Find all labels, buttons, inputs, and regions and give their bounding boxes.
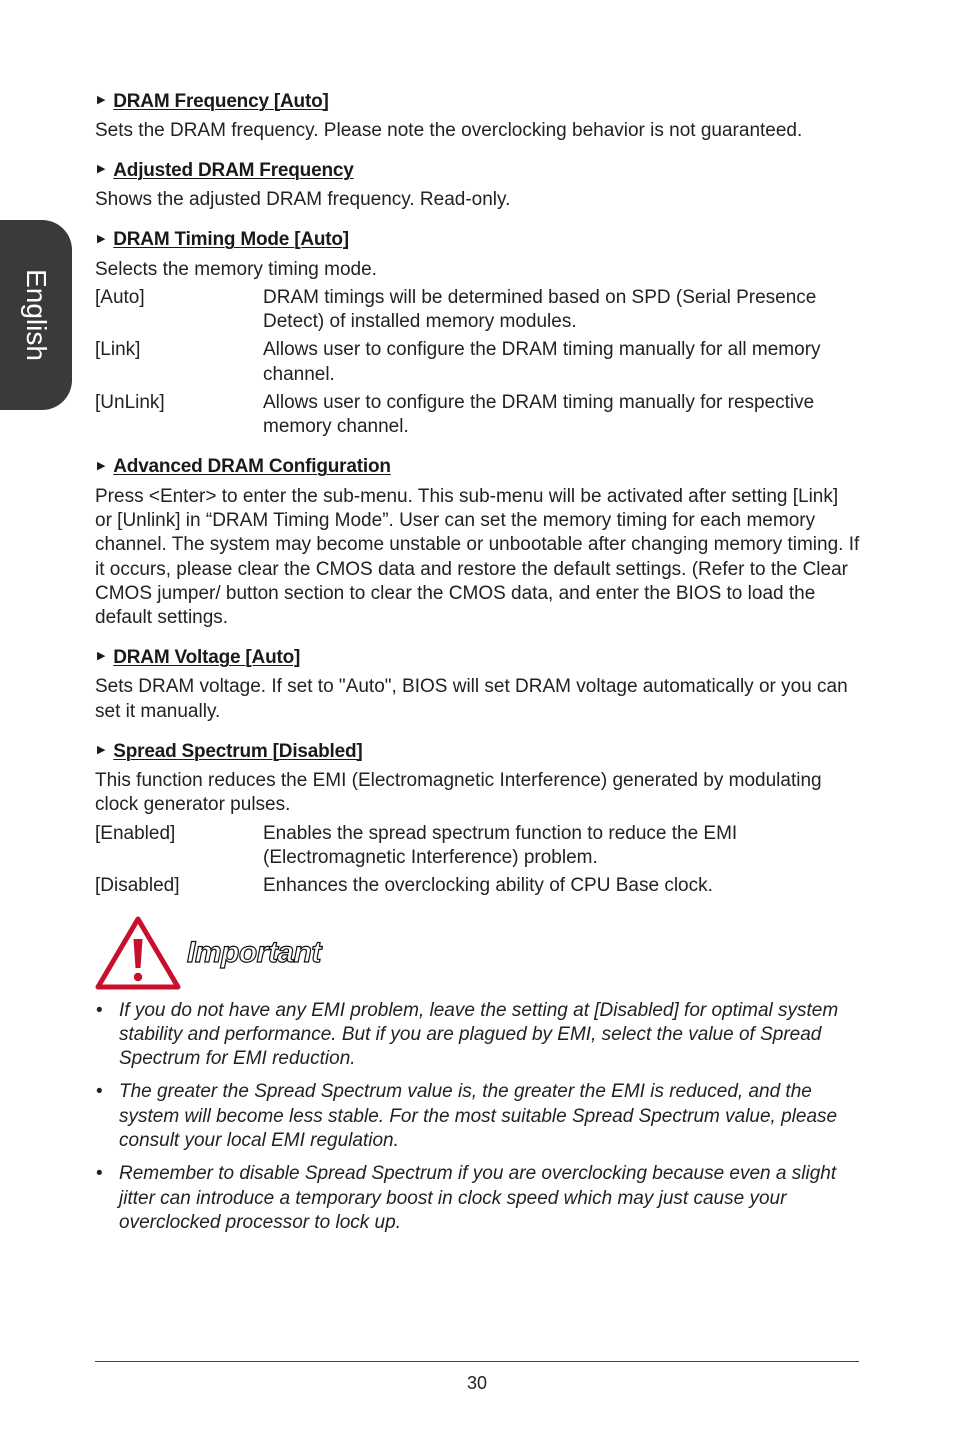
section-dram-timing-mode xyxy=(95,227,860,440)
option-row xyxy=(95,338,860,387)
bullet-icon: • xyxy=(96,1163,103,1185)
section-spread-spectrum xyxy=(95,738,860,898)
section-dram-voltage xyxy=(95,644,860,724)
section-description: This function reduces the EMI (Electromagnetic Interference) generated by modulating clock generator pulses. xyxy=(95,770,822,816)
footer-divider xyxy=(95,1361,859,1362)
triangle-right-icon: ▶ xyxy=(97,163,106,176)
section-heading: ▶ DRAM Timing Mode [Auto] xyxy=(97,229,349,251)
section-dram-frequency xyxy=(95,88,860,143)
section-description: Selects the memory timing mode. xyxy=(95,258,377,280)
option-key: [Auto] xyxy=(95,286,145,308)
section-heading: ▶ DRAM Voltage [Auto] xyxy=(97,646,301,668)
section-heading: ▶ Advanced DRAM Configuration xyxy=(97,456,391,478)
section-advanced-dram-configuration xyxy=(95,454,860,631)
section-description: Shows the adjusted DRAM frequency. Read-only. xyxy=(95,189,511,211)
option-row xyxy=(95,822,860,871)
list-item: • If you do not have any EMI problem, leave the setting at [Disabled] for optimal system stability and performance. But if you are plagued by EMI, select the value of Spread Spectrum for EMI reduction. xyxy=(95,999,860,1072)
option-row xyxy=(95,286,860,335)
section-description: Press <Enter> to enter the sub-menu. This sub-menu will be activated after setting [Link] or [Unlink] in “DRAM Timing Mode”. User can set the memory timing for each memory channel. The system may become unstable or unbootable after changing memory timing. If it occurs, please clear the CMOS data and restore the default settings. (Refer to the Clear CMOS jumper/ button section to clear the CMOS data, and enter the BIOS to load the default settings. xyxy=(95,485,860,629)
section-heading: ▶ DRAM Frequency [Auto] xyxy=(97,90,329,112)
triangle-right-icon: ▶ xyxy=(97,94,106,106)
language-tab xyxy=(0,220,72,410)
list-item: • Remember to disable Spread Spectrum if you are overclocking because even a slight jitter can introduce a temporary boost in clock speed which may just cause your overclocked processor to lock up. xyxy=(95,1162,860,1235)
section-description: Sets the DRAM frequency. Please note the overclocking behavior is not guaranteed. xyxy=(95,120,803,141)
option-description: Enables the spread spectrum function to reduce the EMI (Electromagnetic Interference) problem. xyxy=(263,822,738,868)
important-label: Important xyxy=(187,935,321,969)
option-key: [Enabled] xyxy=(95,822,176,844)
warning-triangle-icon xyxy=(95,915,181,991)
important-bullet-list xyxy=(95,999,860,1236)
option-description: Allows user to configure the DRAM timing manually for all memory channel. xyxy=(263,339,821,385)
option-description: Allows user to configure the DRAM timing manually for respective memory channel. xyxy=(263,392,815,438)
list-item: • The greater the Spread Spectrum value is, the greater the EMI is reduced, and the system will become less stable. For the most suitable Spread Spectrum value, please consult your local EMI regulation. xyxy=(95,1080,860,1153)
bullet-icon: • xyxy=(96,1081,103,1103)
option-key: [UnLink] xyxy=(95,392,165,414)
triangle-right-icon: ▶ xyxy=(97,232,106,245)
option-description: Enhances the overclocking ability of CPU Base clock. xyxy=(263,875,713,897)
triangle-right-icon: ▶ xyxy=(97,459,106,472)
triangle-right-icon: ▶ xyxy=(97,650,106,663)
triangle-right-icon: ▶ xyxy=(97,744,106,757)
option-row xyxy=(95,391,860,440)
important-callout xyxy=(95,913,860,993)
option-key: [Disabled] xyxy=(95,875,180,897)
section-description: Sets DRAM voltage. If set to "Auto", BIOS will set DRAM voltage automatically or you can set it manually. xyxy=(95,676,848,722)
option-key: [Link] xyxy=(95,339,141,361)
option-row xyxy=(95,874,860,898)
section-heading: ▶ Spread Spectrum [Disabled] xyxy=(97,740,363,762)
language-tab-label: English xyxy=(21,269,52,361)
option-description: DRAM timings will be determined based on SPD (Serial Presence Detect) of installed memory modules. xyxy=(263,286,817,333)
page-content xyxy=(95,88,860,1244)
bullet-icon: • xyxy=(96,999,103,1021)
section-heading: ▶ Adjusted DRAM Frequency xyxy=(97,159,354,181)
section-adjusted-dram-frequency xyxy=(95,157,860,212)
page-number: 30 xyxy=(466,1373,488,1393)
